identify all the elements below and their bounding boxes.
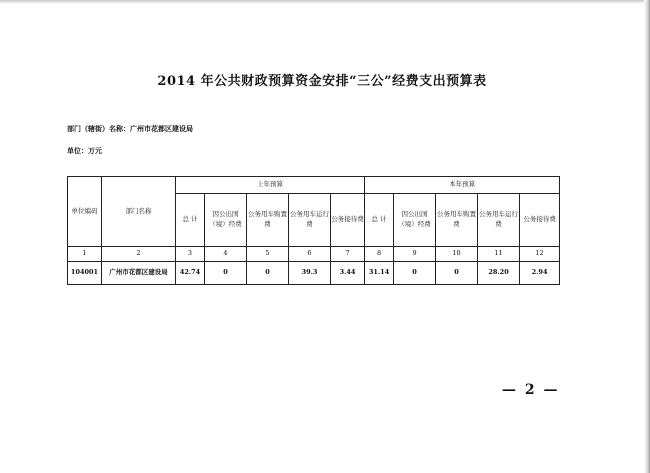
cell-unit-code: 104001 (68, 262, 102, 285)
cell-dept-name: 广州市花都区建设局 (102, 262, 176, 285)
header-prev-budget: 上年预算 (176, 177, 365, 194)
cell-prev-car-operation: 39.3 (289, 262, 331, 285)
budget-table (67, 176, 560, 285)
header-prev-total: 总 计 (176, 194, 205, 247)
col-number: 2 (102, 247, 176, 262)
department-name: 部门（辖街）名称：广州市花都区建设局 (67, 124, 193, 133)
header-prev-abroad: 因公出国（境）经费 (205, 194, 247, 247)
header-curr-car-operation: 公务用车运行费 (478, 194, 520, 247)
header-curr-budget: 本年预算 (365, 177, 560, 194)
scan-edge-right (644, 0, 650, 473)
col-number: 3 (176, 247, 205, 262)
header-prev-car-operation: 公务用车运行费 (289, 194, 331, 247)
header-curr-car-purchase: 公务用车购置费 (436, 194, 478, 247)
col-number: 1 (68, 247, 102, 262)
header-curr-reception: 公务接待费 (520, 194, 560, 247)
cell-curr-abroad: 0 (394, 262, 436, 285)
cell-prev-abroad: 0 (205, 262, 247, 285)
header-prev-car-purchase: 公务用车购置费 (247, 194, 289, 247)
header-unit-code: 单位编码 (68, 177, 102, 247)
col-number: 12 (520, 247, 560, 262)
col-number: 4 (205, 247, 247, 262)
header-row-groups (68, 177, 560, 194)
col-number: 7 (331, 247, 365, 262)
col-number: 6 (289, 247, 331, 262)
column-number-row (68, 247, 560, 262)
unit-label: 单位：万元 (67, 146, 102, 155)
cell-curr-car-purchase: 0 (436, 262, 478, 285)
header-curr-total: 总 计 (365, 194, 394, 247)
document-title: 2014 年公共财政预算资金安排“三公”经费支出预算表 (157, 74, 487, 89)
header-dept-name: 部门名称 (102, 177, 176, 247)
header-prev-reception: 公务接待费 (331, 194, 365, 247)
col-number: 10 (436, 247, 478, 262)
col-number: 11 (478, 247, 520, 262)
cell-prev-car-purchase: 0 (247, 262, 289, 285)
cell-curr-car-operation: 28.20 (478, 262, 520, 285)
col-number: 5 (247, 247, 289, 262)
cell-curr-total: 31.14 (365, 262, 394, 285)
scan-edge-top (0, 0, 650, 4)
cell-prev-total: 42.74 (176, 262, 205, 285)
cell-curr-reception: 2.94 (520, 262, 560, 285)
col-number: 8 (365, 247, 394, 262)
table-row (68, 262, 560, 285)
page-number: — 2 — (502, 382, 560, 398)
cell-prev-reception: 3.44 (331, 262, 365, 285)
header-curr-abroad: 因公出国（境）经费 (394, 194, 436, 247)
col-number: 9 (394, 247, 436, 262)
